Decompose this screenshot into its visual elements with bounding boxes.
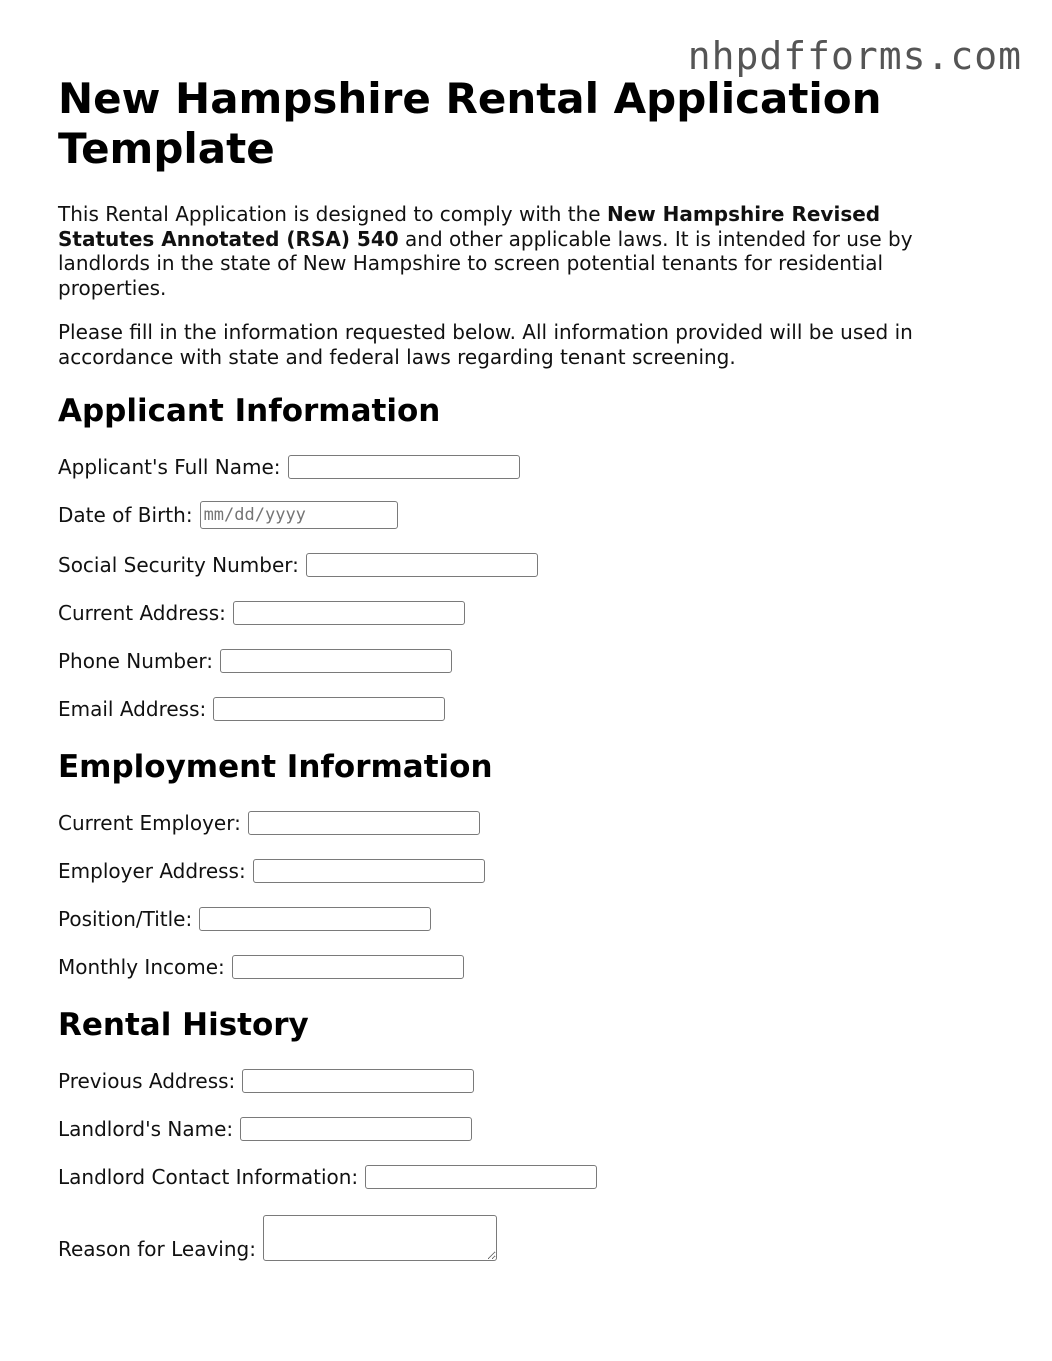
landlord-name-label: Landlord's Name: bbox=[58, 1117, 234, 1141]
current-address-row bbox=[58, 599, 958, 627]
email-address-row bbox=[58, 695, 958, 723]
monthly-income-input[interactable] bbox=[232, 955, 464, 979]
current-address-label: Current Address: bbox=[58, 601, 226, 625]
applicant-full-name-row bbox=[58, 453, 958, 481]
ssn-input[interactable] bbox=[306, 553, 538, 577]
intro-text bbox=[58, 202, 958, 369]
current-employer-input[interactable] bbox=[248, 811, 480, 835]
section-heading-applicant: Applicant Information bbox=[58, 393, 441, 429]
current-employer-row bbox=[58, 809, 958, 837]
email-address-input[interactable] bbox=[213, 697, 445, 721]
current-address-input[interactable] bbox=[233, 601, 465, 625]
phone-number-label: Phone Number: bbox=[58, 649, 214, 673]
previous-address-label: Previous Address: bbox=[58, 1069, 236, 1093]
ssn-label: Social Security Number: bbox=[58, 553, 299, 577]
section-heading-employment: Employment Information bbox=[58, 749, 493, 785]
site-watermark: nhpdfforms.com bbox=[687, 34, 1022, 78]
date-of-birth-input[interactable] bbox=[200, 501, 398, 529]
monthly-income-label: Monthly Income: bbox=[58, 955, 225, 979]
employer-address-row bbox=[58, 857, 958, 885]
phone-number-row bbox=[58, 647, 958, 675]
rental-application-form bbox=[58, 74, 958, 1261]
ssn-row bbox=[58, 551, 958, 579]
current-employer-label: Current Employer: bbox=[58, 811, 241, 835]
applicant-full-name-label: Applicant's Full Name: bbox=[58, 455, 281, 479]
landlord-contact-row bbox=[58, 1163, 958, 1191]
previous-address-row bbox=[58, 1067, 958, 1095]
position-title-label: Position/Title: bbox=[58, 907, 193, 931]
intro-paragraph-1: This Rental Application is designed to comply with the New Hampshire Revised Statutes Annotated (RSA) 540 and other applicable laws. It is intended for use by landlords in the state of New Hampshire to screen potential tenants for residential properties. bbox=[58, 202, 913, 300]
previous-address-input[interactable] bbox=[242, 1069, 474, 1093]
landlord-name-input[interactable] bbox=[240, 1117, 472, 1141]
reason-for-leaving-row bbox=[58, 1213, 958, 1261]
page-title: New Hampshire Rental Application Template bbox=[58, 74, 882, 173]
employer-address-label: Employer Address: bbox=[58, 859, 246, 883]
date-of-birth-label: Date of Birth: bbox=[58, 503, 193, 527]
landlord-name-row bbox=[58, 1115, 958, 1143]
reason-for-leaving-textarea[interactable] bbox=[263, 1215, 497, 1261]
rsa-reference: New Hampshire Revised Statutes Annotated (RSA) 540 bbox=[58, 202, 881, 251]
applicant-full-name-input[interactable] bbox=[288, 455, 520, 479]
date-of-birth-row bbox=[58, 501, 958, 529]
landlord-contact-input[interactable] bbox=[365, 1165, 597, 1189]
monthly-income-row bbox=[58, 953, 958, 981]
position-title-input[interactable] bbox=[199, 907, 431, 931]
landlord-contact-label: Landlord Contact Information: bbox=[58, 1165, 359, 1189]
reason-for-leaving-label: Reason for Leaving: bbox=[58, 1237, 256, 1261]
employer-address-input[interactable] bbox=[253, 859, 485, 883]
phone-number-input[interactable] bbox=[220, 649, 452, 673]
position-title-row bbox=[58, 905, 958, 933]
email-address-label: Email Address: bbox=[58, 697, 207, 721]
section-heading-rental-history: Rental History bbox=[58, 1007, 309, 1043]
intro-paragraph-2: Please fill in the information requested below. All information provided will be used in accordance with state and federal laws regarding tenant screening. bbox=[58, 320, 913, 369]
